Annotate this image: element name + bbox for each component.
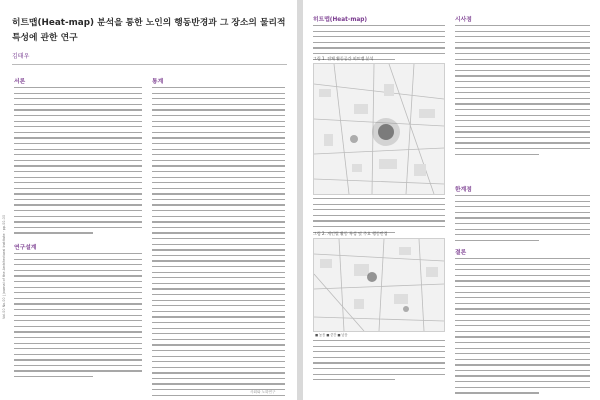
right-page [303, 0, 600, 400]
figure-2-caption: 그림 2. 개인별 활동 특성 및 주요 행동반경 [313, 231, 388, 236]
page-footer: 사회와 노화연구 [250, 390, 276, 394]
heatmap-figure-2 [313, 238, 445, 332]
conclusion-text-block [455, 258, 590, 398]
heatmap-figure-1 [313, 63, 445, 195]
section-heading-example: 시사점 [455, 17, 472, 23]
section-heading-heatmap: 히트맵(Heat-map) [313, 17, 368, 23]
stats-text-block [152, 87, 285, 400]
section-heading-conclusion: 결론 [455, 250, 467, 256]
author-name: 김태우 [12, 53, 30, 60]
left-page [0, 0, 297, 400]
closing-text-block [313, 340, 445, 385]
limits-text-block [455, 195, 590, 245]
figure-1-caption: 그림 1. 전체 활동공간 히트맵 분석 [313, 56, 374, 61]
map-legend: ■ 높음 ■ 중간 ■ 낮음 [315, 333, 348, 337]
paper-title: 히트맵(Heat-map) 분석을 통한 노인의 행동반경과 그 장소의 물리적 특성에 관한 연구 [12, 18, 286, 43]
intro-text-block [14, 87, 142, 238]
method-text-block [14, 253, 142, 382]
section-heading-intro: 서론 [14, 79, 26, 85]
section-heading-limits: 한계점 [455, 187, 472, 193]
section-heading-stats: 통계 [152, 79, 164, 85]
example-text-block [455, 25, 590, 159]
title-divider [12, 64, 287, 65]
journal-side-text: Vol.00 No.00 | Journal of the Architectural Institute · pp.00-00 [2, 215, 6, 319]
section-heading-method: 연구설계 [14, 245, 37, 251]
